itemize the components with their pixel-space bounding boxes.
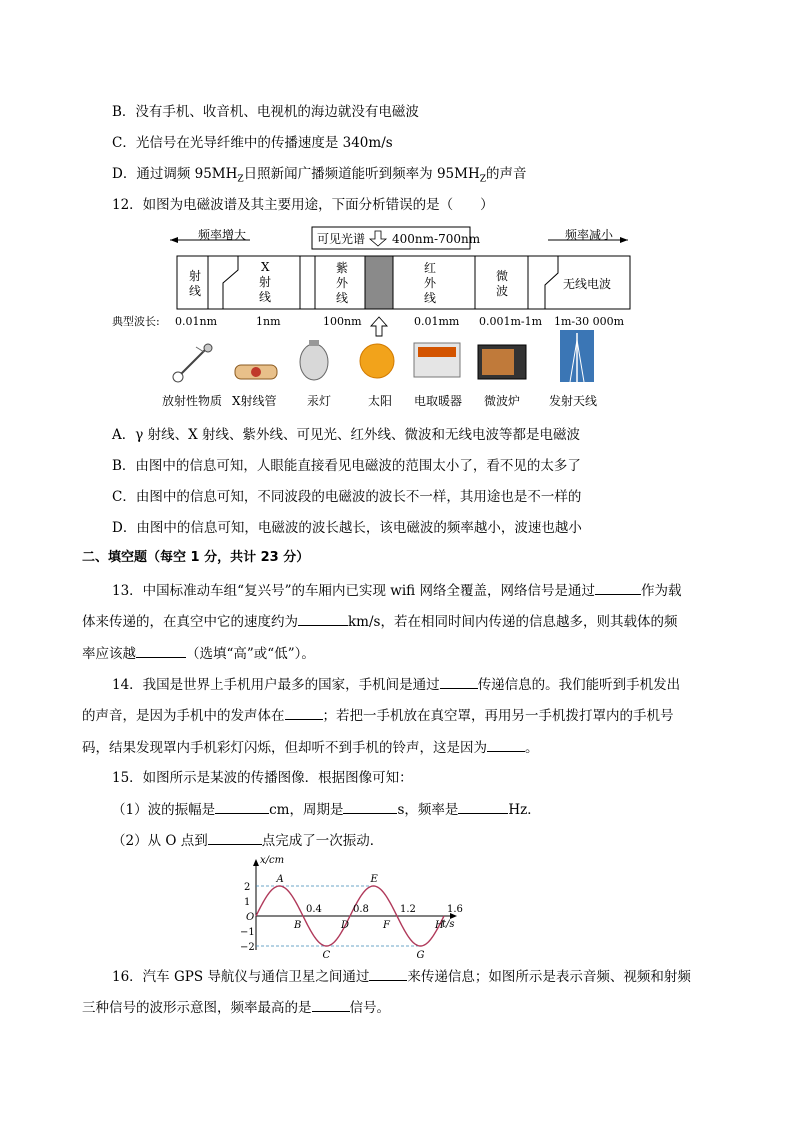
q14-line-1: 14．我国是世界上手机用户最多的国家，手机间是通过 传递信息的。我们能听到手机发出 (112, 674, 680, 695)
svg-text:1nm: 1nm (256, 315, 281, 328)
q13-line-2: 体来传递的，在真空中它的速度约为 km/s，若在相同时间内传递的信息越多，则其载体的频 (82, 611, 677, 632)
svg-text:1m-30 000m: 1m-30 000m (554, 315, 625, 328)
y-axis-label: x/cm (260, 855, 285, 866)
mercury-lamp-image (300, 340, 328, 380)
q12-stem: 12．如图为电磁波谱及其主要用途，下面分析错误的是（ ） (112, 197, 494, 213)
wavelength-title: 典型波长: (112, 315, 160, 328)
x-axis-label: t/s (442, 919, 455, 930)
svg-text:射: 射 (189, 269, 202, 283)
blank (440, 674, 478, 689)
svg-text:X射线管: X射线管 (232, 394, 277, 408)
heater-image (414, 343, 460, 377)
point-label: E (370, 874, 378, 885)
svg-text:100nm: 100nm (323, 315, 362, 328)
sun-image (360, 344, 394, 378)
radioactive-source-image (173, 344, 212, 382)
svg-text:0.01nm: 0.01nm (175, 315, 218, 328)
visible-spectrum-label: 可见光谱 (317, 232, 366, 246)
svg-text:线: 线 (424, 291, 437, 305)
point-label: H (435, 920, 444, 931)
q14-line-3: 码，结果发现罩内手机彩灯闪烁，但却听不到手机的铃声，这是因为 。 (82, 737, 539, 758)
q11-option-c: C．光信号在光导纤维中的传播速度是 340m/s (112, 135, 393, 151)
svg-text:发射天线: 发射天线 (549, 394, 598, 408)
svg-text:线: 线 (189, 284, 202, 298)
y-tick-label: −2 (240, 942, 255, 953)
svg-text:X: X (261, 260, 270, 274)
q12-option-a: A．γ 射线、X 射线、紫外线、可见光、红外线、微波和无线电波等都是电磁波 (112, 427, 581, 443)
q15-part-2: （2）从 O 点到 点完成了一次振动． (112, 830, 383, 851)
blank (487, 737, 525, 752)
q16-line-2: 三种信号的波形示意图，频率最高的是 信号。 (82, 997, 390, 1018)
section-title: 二、填空题（每空 1 分，共计 23 分） (82, 550, 310, 565)
point-label: O (246, 912, 255, 923)
x-tick-label: 1.6 (447, 904, 463, 915)
svg-text:太阳: 太阳 (368, 394, 393, 408)
svg-text:无线电波: 无线电波 (563, 277, 612, 291)
blank (298, 611, 348, 626)
svg-text:线: 线 (259, 290, 272, 304)
wave-graph (228, 855, 468, 961)
svg-text:汞灯: 汞灯 (307, 394, 332, 408)
x-tick-label: 0.4 (306, 904, 322, 915)
q13-line-1: 13．中国标准动车组“复兴号”的车厢内已实现 wifi 网络全覆盖，网络信号是通过 作为载 (112, 580, 681, 601)
svg-text:射: 射 (259, 275, 272, 289)
q15-stem: 15．如图所示是某波的传播图像．根据图像可知： (112, 770, 413, 786)
xray-tube-image (235, 365, 277, 379)
svg-text:电取暖器: 电取暖器 (414, 394, 463, 408)
q14-line-2: 的声音，是因为手机中的发声体在 ；若把一手机放在真空罩，再用另一手机拨打罩内的手机号 (82, 705, 674, 726)
q15-part-1: （1）波的振幅是 cm，周期是 s，频率是 Hz． (112, 799, 541, 820)
svg-text:微波炉: 微波炉 (484, 394, 521, 408)
blank (343, 799, 397, 814)
microwave-image (478, 345, 526, 379)
svg-text:0.01mm: 0.01mm (414, 315, 460, 328)
blank (312, 997, 350, 1012)
point-label: G (416, 950, 425, 961)
svg-text:外: 外 (336, 276, 349, 290)
y-tick-label: 2 (244, 882, 251, 893)
x-tick-label: 0.8 (353, 904, 369, 915)
point-label: C (322, 950, 331, 961)
point-label: D (341, 920, 350, 931)
blank (285, 705, 323, 720)
svg-text:微: 微 (496, 269, 509, 283)
svg-text:放射性物质: 放射性物质 (162, 394, 223, 408)
q11-option-b: B．没有手机、收音机、电视机的海边就没有电磁波 (112, 104, 419, 120)
q12-option-c: C．由图中的信息可知，不同波段的电磁波的波长不一样，其用途也是不一样的 (112, 489, 582, 505)
spectrum-diagram (110, 225, 630, 420)
point-label: B (294, 920, 302, 931)
y-tick-label: 1 (244, 897, 251, 908)
antenna-image (560, 330, 594, 382)
y-tick-label: −1 (240, 927, 255, 938)
visible-range-label: 400nm-700nm (392, 232, 481, 246)
blank (369, 966, 407, 981)
svg-text:外: 外 (424, 276, 437, 290)
blank (458, 799, 508, 814)
svg-text:紫: 紫 (336, 261, 349, 275)
freq-up-label: 频率增大 (198, 228, 247, 242)
q16-line-1: 16．汽车 GPS 导航仪与通信卫星之间通过 来传递信息；如图所示是表示音频、视频和射频 (112, 966, 691, 987)
svg-text:线: 线 (336, 291, 349, 305)
svg-text:红: 红 (424, 261, 437, 275)
blank (215, 799, 269, 814)
blank (595, 580, 641, 595)
q12-option-b: B．由图中的信息可知，人眼能直接看见电磁波的范围太小了，看不见的太多了 (112, 458, 581, 474)
point-label: A (276, 874, 284, 885)
blank (136, 643, 186, 658)
svg-text:波: 波 (496, 284, 509, 298)
x-tick-label: 1.2 (400, 904, 416, 915)
q11-option-d: D．通过调频 $95MH_Z$日照新闻广播频道能听到频率为 $95MH_Z$的声音 (112, 166, 527, 185)
freq-down-label: 频率减小 (565, 228, 614, 242)
q12-option-d: D．由图中的信息可知，电磁波的波长越长，该电磁波的频率越小，波速也越小 (112, 520, 582, 536)
point-label: F (383, 920, 390, 931)
blank (208, 830, 262, 845)
q13-line-3: 率应该越 （选填“高”或“低”）。 (82, 643, 315, 664)
svg-text:0.001m-1m: 0.001m-1m (479, 315, 543, 328)
